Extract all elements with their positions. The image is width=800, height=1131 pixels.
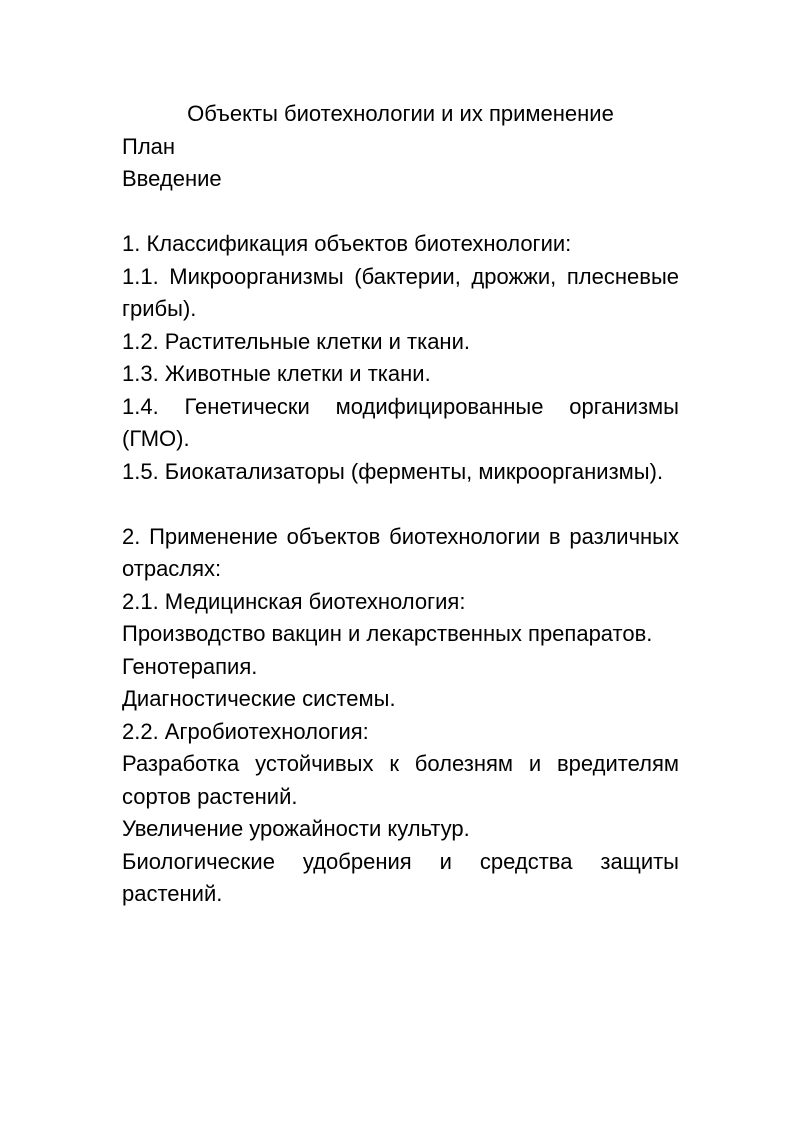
list-item: Разработка устойчивых к болезням и вредителям сортов растений. xyxy=(122,751,679,809)
list-item: Производство вакцин и лекарственных препаратов. xyxy=(122,621,653,646)
document-title: Объекты биотехнологии и их применение xyxy=(187,101,614,126)
subsection-heading: 2.2. Агробиотехнология: xyxy=(122,718,369,744)
list-item: 1.5. Биокатализаторы (ферменты, микроорганизмы). xyxy=(122,458,664,484)
intro-item: Введение xyxy=(122,166,222,191)
list-item: Генотерапия. xyxy=(122,653,258,679)
list-item: 1.2. Растительные клетки и ткани. xyxy=(122,328,470,354)
list-item: 1.1. Микроорганизмы (бактерии, дрожжи, плесневые грибы). xyxy=(122,263,679,321)
section-heading-1: 1. Классификация объектов биотехнологии: xyxy=(122,231,572,256)
list-item: Диагностические системы. xyxy=(122,686,396,711)
list-item: 1.4. Генетически модифицированные организмы (ГМО). xyxy=(122,393,679,451)
blank-line xyxy=(122,196,679,229)
list-item: Увеличение урожайности культур. xyxy=(122,816,470,841)
subsection-heading: 2.1. Медицинская биотехнология: xyxy=(122,588,466,614)
list-item: 1.3. Животные клетки и ткани. xyxy=(122,361,431,386)
plan-heading: План xyxy=(122,133,176,159)
blank-line xyxy=(122,488,679,521)
document-page xyxy=(122,98,679,911)
list-item: Биологические удобрения и средства защиты растений. xyxy=(122,848,679,906)
section-heading-2: 2. Применение объектов биотехнологии в различных отраслях: xyxy=(122,523,679,581)
